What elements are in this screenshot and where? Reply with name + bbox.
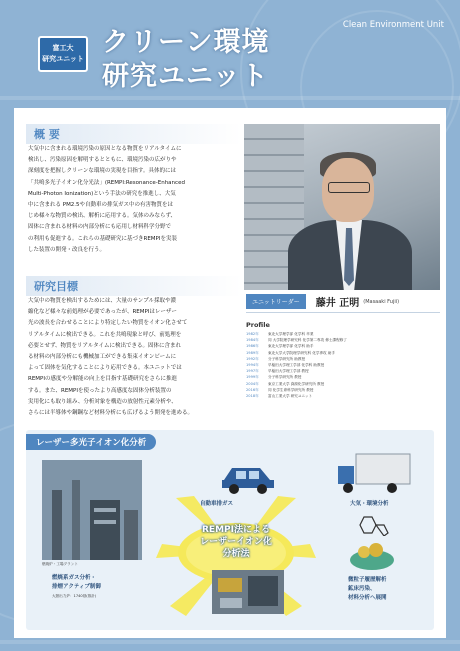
plant-label2: 排煙アクティブ制御 [52,584,101,590]
profile-item [246,393,440,399]
leader-section [246,294,440,399]
center-line3: 分析法 [222,549,250,559]
profile-year: 1994年 [246,363,259,368]
micro-label2: 鉱床汚染、 [348,586,376,592]
center-line2: レーザーイオン化 [200,537,272,547]
goals-text [28,296,240,419]
particle-sample-icon [346,538,398,572]
goals-line: リアルタイムに検出できる。これを共鳴現象と呼び、前処理を [28,331,182,338]
goals-line: 縮化など様々な前処理が必要であったが、REMPIはレーザー [28,309,177,316]
rempi-center-label [176,524,296,560]
profile-text: 同 化学生命科学研究所 教授 [268,387,314,392]
center-line1: REMPI法による [202,525,270,535]
unit-badge [38,36,88,72]
profile-year: 1992年 [246,356,259,361]
laser-instrument-image [212,570,284,614]
goals-line: さらには半導体や鋼鋼など材料分析にも広げるよう開発を進める。 [28,410,194,417]
plant-label [52,574,101,592]
leader-tag: ユニットリーダー [246,294,306,309]
overview-line: 大気中に含まれる環境汚染の原因となる物質をリアルタイムに [28,146,182,152]
page-title [102,26,269,94]
overview-line: じめ様々な物質の検出、解析に応用する。気体のみならず、 [28,213,177,220]
molecule-icon [356,514,392,536]
overview-line: 検出し、汚染原因を解明するとともに、環境汚染の広がりや [28,157,177,164]
goals-line: REMPIの感度や分解能の向上を目指す基礎研究をさらに推進 [28,376,177,383]
profile-list [246,331,440,399]
profile-text: 東北大学大学院理学研究科 化学専攻 助手 [268,350,335,355]
profile-year: 1999年 [246,375,259,380]
profile-text: 富山工業大学 研究ユニット [268,394,313,399]
plant-sub: 大熱出力炉：1740基(推計) [52,594,97,598]
factory-plant-image [42,460,142,560]
analysis-heading: レーザー多光子イオン化分析 [26,434,156,450]
air-label: 大気・環境分析 [350,501,389,507]
badge-line1: 富工大 [52,44,74,52]
micro-label1: 微粒子履歴解析 [348,577,387,583]
leader-romaji: (Masaaki Fujii) [363,298,400,305]
micro-label3: 材料分析へ展開 [348,595,387,601]
header [0,0,460,120]
overview-heading: 概 要 [26,124,242,144]
overview-line: の利用も促進する。これらの基礎研究に基づきREMPIを実装 [28,235,177,242]
goals-line: 光の波長を合わせることにより特定したい物質をイオン化させて [28,320,188,327]
goals-heading: 研究目標 [26,276,242,296]
goals-line: る材料の内部分析にも機械加工ができる集束イオンビームに [28,354,177,361]
profile-year: 2004年 [246,381,259,386]
profile-year: 1986年 [246,344,259,349]
goals-line: する。また、REMPIを使ったより高感度な固体分析装置の [28,387,172,394]
badge-line2: 研究ユニット [42,55,84,63]
unit-english-name: Clean Environment Unit [342,20,444,30]
overview-line: Multi-Photon Ionization)という手法の研究を推進し、大気 [28,190,176,197]
goals-line: 必要とせず、物質をリアルタイムに検出できる。固体に含まれ [28,342,182,349]
profile-text: 分子科学研究所 教授 [268,375,302,380]
profile-text: 分子科学研究所 助教授 [268,356,306,361]
leader-name: 藤井 正明 [315,298,360,309]
profile-text: 東京工業大学 資源化学研究所 教授 [268,381,325,386]
overview-line: した装置の開発・改良を行う。 [28,246,106,253]
profile-year: 1984年 [246,338,259,343]
profile-text: 早稲田大学理工学部 教授 [268,369,309,374]
overview-line: 中に含まれる PM2.5や自動車の排気ガス中の有害物質をは [28,202,174,209]
overview-line: 固体に含まれる材料の内部分析にも応用し材料科学分野で [28,224,172,231]
profile-year: 2016年 [246,387,259,392]
profile-year: 2018年 [246,394,259,399]
micro-label [348,576,387,603]
profile-text: 早稲田大学理工学部 化学科 助教授 [268,363,325,368]
plant-caption: 燃焼炉・工場プラント [42,562,78,566]
profile-label: Profile [246,321,270,329]
profile-year: 1989年 [246,350,259,355]
title-line1: クリーン環境 [102,27,270,58]
overview-text [28,144,238,256]
goals-line: よって固体を気化することにより応用できる。本ユニットでは [28,365,182,372]
overview-line: 深刻度を把握しクリーンな環境の実現を目指す。具体的には [28,168,176,175]
plant-label1: 燃焼系ガス分析・ [52,575,97,581]
profile-year: 1997年 [246,369,259,374]
analysis-section [26,430,434,630]
profile-year: 1982年 [246,332,259,336]
profile-text: 東北大学理学部 化学科 助手 [268,344,314,349]
exhaust-label: 自動車排ガス [200,501,234,507]
profile-text: 同 大学院理学研究科 化学第二専攻 修士課程修了 [268,338,347,343]
goals-line: 大気中の物質を検出するためには、大量のサンプル採取や濃 [28,298,177,304]
truck-icon [336,452,412,496]
leader-photo [244,124,440,290]
profile-text: 東北大学理学部 化学科 卒業 [268,332,314,336]
goals-line: 実用化にも取り組み、分析対象を構造の放射性元素分析や、 [28,398,177,405]
car-icon [218,456,278,496]
overview-line: 「共鳴多光子イオン化分光法」(REMPI:Resonance-Enhanced [28,179,185,186]
content-panel [14,108,446,638]
title-line2: 研究ユニット [102,61,269,92]
